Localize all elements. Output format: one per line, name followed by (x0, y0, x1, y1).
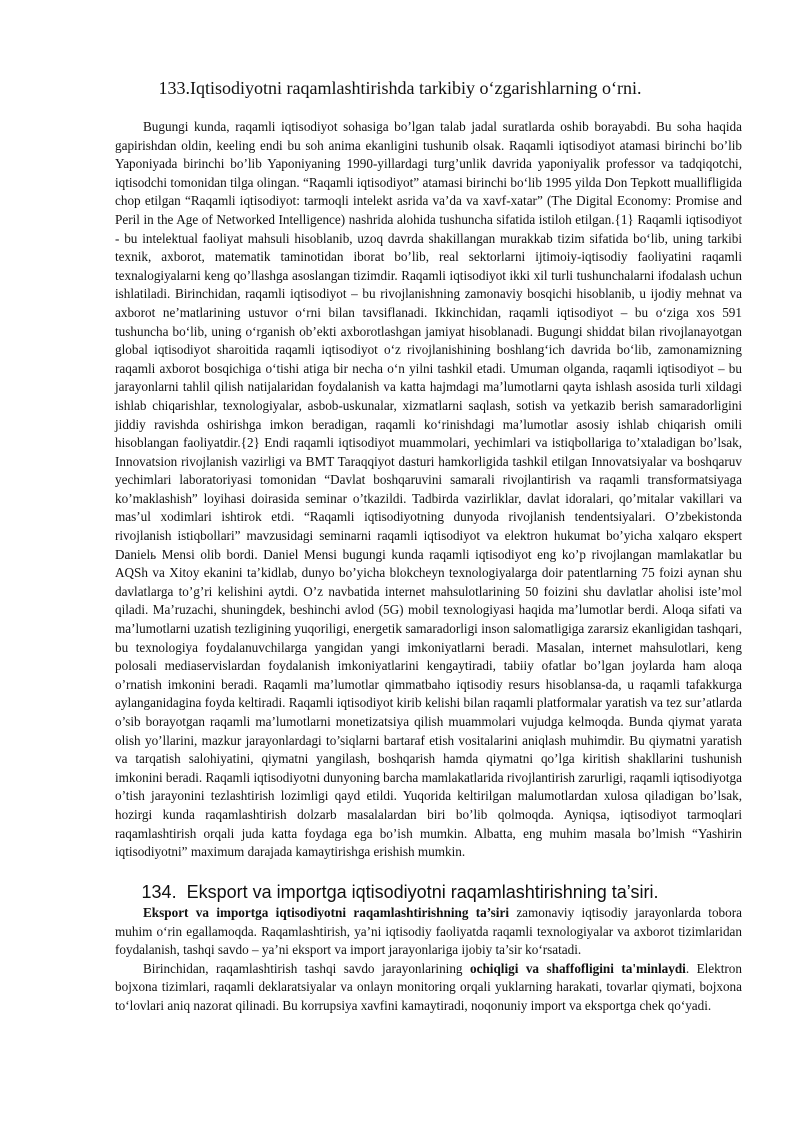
section-134-paragraph-2 (115, 960, 742, 1016)
p1-text: zamonaviy iqtisodiy jarayonlarda tobora muhim o‘rin egallamoqda. Raqamlashtirish, ya’ni iqtisodiy faoliyatda raqamli texnologiyalar va axborot tizimlaridan foydalanish, tashqi savdo – ya’ni eksport va import jarayonlariga ijobiy ta’sir ko‘rsatadi. (115, 905, 742, 958)
section-134-title: Eksport va importga iqtisodiyotni raqamlashtirishning ta’siri. (186, 882, 659, 902)
p1-bold-lead: Eksport va importga iqtisodiyotni raqamlashtirishning ta’siri (143, 905, 509, 920)
section-134-body (115, 904, 742, 1016)
section-134-number: 134. (141, 882, 177, 902)
section-133-title: 133.Iqtisodiyotni raqamlashtirishda tarkibiy oʻzgarishlarning oʻrni. (158, 78, 642, 98)
p2-bold: ochiqligi va shaffofligini ta'minlaydi (470, 960, 686, 976)
section-133-paragraph: Bugungi kunda, raqamli iqtisodiyot sohasiga bo’lgan talab jadal suratlarda oshib borayabdi. Bu soha haqida gapirishdan oldin, keeling endi bu soh anima ekanligini tushunib olsak. Raqamli iqtisodiyot atamasi birinchi bo’lib Yaponiyada birinchi bo’lib Yaponiyaning 1990-yillardagi turg’unlik davrida yaponiyalik professor va tadqiqotchi, iqtisodchi tomonidan tilga olingan. “Raqamli iqtisodiyot” atamasi birinchi bo‘lib 1995 yilda Don Tepkott muallifligida chop etilgan “Raqamli iqtisodiyot: tarmoqli intelekt asrida va’da va xavf-xatar” (The Digital Economy: Promise and Peril in the Age of Networked Intelligence) nashrida alohida tushuncha sifatida istiloh etilgan.{1} Raqamli iqtisodiyot - bu intelektual faoliyat mahsuli hisoblanib, uzoq davrda shakillangan murakkab tizim sifatida bo‘lib, uning tarkibi texnik, axborot, matematik taminotidan iborat bo’lib, real sektorlarni ijtimoiy-iqtisodiy faoliyatini raqamli texnalogiyalarni keng qo’llashga asoslangan tizimdir. Raqamli iqtisodiyot ikki xil turli tushunchalarni ifodalash uchun ishlatiladi. Birinchidan, raqamli iqtisodiyot – bu rivojlanishning zamonaviy bosqichi hisoblanib, u ijodiy mehnat va axborot ne’matlarining ustuvor o‘rni bilan tavsiflanadi. Ikkinchidan, raqamli iqtisodiyot – bu o‘ziga xos 591 tushuncha bo‘lib, uning o‘rganish ob’ekti axborotlashgan jamiyat hisoblanadi. Bugungi shiddat bilan rivojlanayotgan global iqtisodiyot sharoitida raqamli iqtisodiyot o‘z rivojlanishining boshlang‘ich davrida bo‘lib, zamonamizning raqamli axborot bosqichiga o‘tishi atiga bir necha o‘n yilni tashkil etadi. Umuman olganda, raqamli iqtisodiyot – bu jarayonlarni tahlil qilish natijalaridan foydalanish va katta hajmdagi ma’lumotlarni qayta ishlash asosida turli xildagi ishlab chiqarishlar, texnologiyalar, asbob-uskunalar, xizmatlarni saqlash, sotish va yetkazib berish samaradorligini jiddiy ravishda oshirishga imkon beradigan, raqamli ko‘rinishdagi ma’lumotlar asosiy ishlab chiqarish omili hisoblangan faoliyatdir.{2} Endi raqamli iqtisodiyot muammolari, yechimlari va istiqbollariga to’xtaladigan bo’lsak, Innovatsion rivojlanish vazirligi va BMT Taraqqiyot dasturi hamkorligida tashkil etilgan Innovatsiyalar va boshqaruv yechimlari laboratoriyasi tomonidan “Davlat boshqaruvini samarali rivojlantirish va raqamli transformatsiyaga ko’maklashish” loyihasi doirasida seminar o’tkazildi. Tadbirda vazirliklar, davlat idoralari, qo’mitalar vakillari va mas’ul xodimlari ishtirok etdi. “Raqamli iqtisodiyotning dunyoda rivojlanish tendentsiyalari. O’zbekistonda rivojlanish istiqbollari” mavzusidagi seminarni raqamli iqtisodiyot va elektron hukumat bo’yicha xalqaro ekspert Danielь Mensi olib bordi. Daniel Mensi bugungi kunda raqamli iqtisodiyot eng ko’p rivojlangan mamlakatlar bu AQSh va Xitoy ekanini ta’kidlab, dunyo bo’yicha blokcheyn texnologiyalarga doir patentlarning 75 foizi aynan shu davlatlarga to’g’ri kelishini aytdi. O’z navbatida internet mahsulotlarining 50 foizini shu davlatlar aholisi iste’mol qiladi. Ma’ruzachi, shuningdek, beshinchi avlod (5G) mobil texnologiyasi haqida ma’lumotlar berdi. Aloqa sifati va ma’lumotlarni uzatish tezligining yuqoriligi, energetik samaradorligi inson salomatligiga zararsiz ekanligidan tashqari, bu texnologiya foydalanuvchilarga yangidan yangi imkoniyatlarni beradi. Masalan, internet mahsulotlari, keng polosali mediaservislardan foydalanish imkoniyatlarini kengaytiradi, tabiiy ofatlar bo’lgan joylarda ham aloqa o’rnatish imkonini beradi. Raqamli ma’lumotlar qimmatbaho iqtisodiy resurs hisoblansa-da, u raqamli tafakkurga aylanganidagina foyda keltiradi. Raqamli iqtisodiyot kirib kelishi bilan raqamli platformalar yaratish va tez sur’atlarda o’sib borayotgan raqamli ma’lumotlarni monetizatsiya qilish muammolari vujudga kelmoqda. Bunda qiymat yarata olish yo’llarini, mazkur jarayonlardagi to’siqlarni bartaraf etish vositalarini aniqlash muhimdir. Bu qiymatni yaratish va tarqatish salohiyatini, qiymatni yangilash, boshqarish hamda qiymatni qo’lga kiritish shakllarini tushunish imkonini beradi. Raqamli iqtisodiyotni dunyoning barcha mamlakatlarida rivojlantirish zarurligi, raqamli iqtisodiyotga o’tish jarayonini tezlashtirish lozimligi qayd etildi. Yuqorida keltirilgan malumotlardan xulosa qiladigan bo’lsak, hozirgi kunda raqamlashtirish dolzarb masalalardan biri bo’lib qolmoqda. Ayniqsa, iqtisodiyot tarmoqlari raqamlashtirish orqali juda katta foydaga ega bo’ish mumkin. Albatta, eng muhim masala bo’lmish “Yashirin iqtisodiyotni” maximum darajada kamaytirishga erishish mumkin. (115, 119, 743, 860)
section-134-heading (0, 880, 800, 904)
p2-text: . Elektron bojxona tizimlari, raqamli deklaratsiyalar va onlayn monitoring orqali yuklarning harakati, tovarlar qiymati, bojxona to‘lovlari aniq nazorat qilinadi. Bu korrupsiya xavfini kamaytiradi, noqonuniy import va eksportga chek qo‘yadi. (115, 960, 742, 1013)
section-134-paragraph-1 (115, 904, 742, 960)
p2-lead: Birinchidan, raqamlashtirish tashqi savdo jarayonlarining (143, 960, 470, 976)
